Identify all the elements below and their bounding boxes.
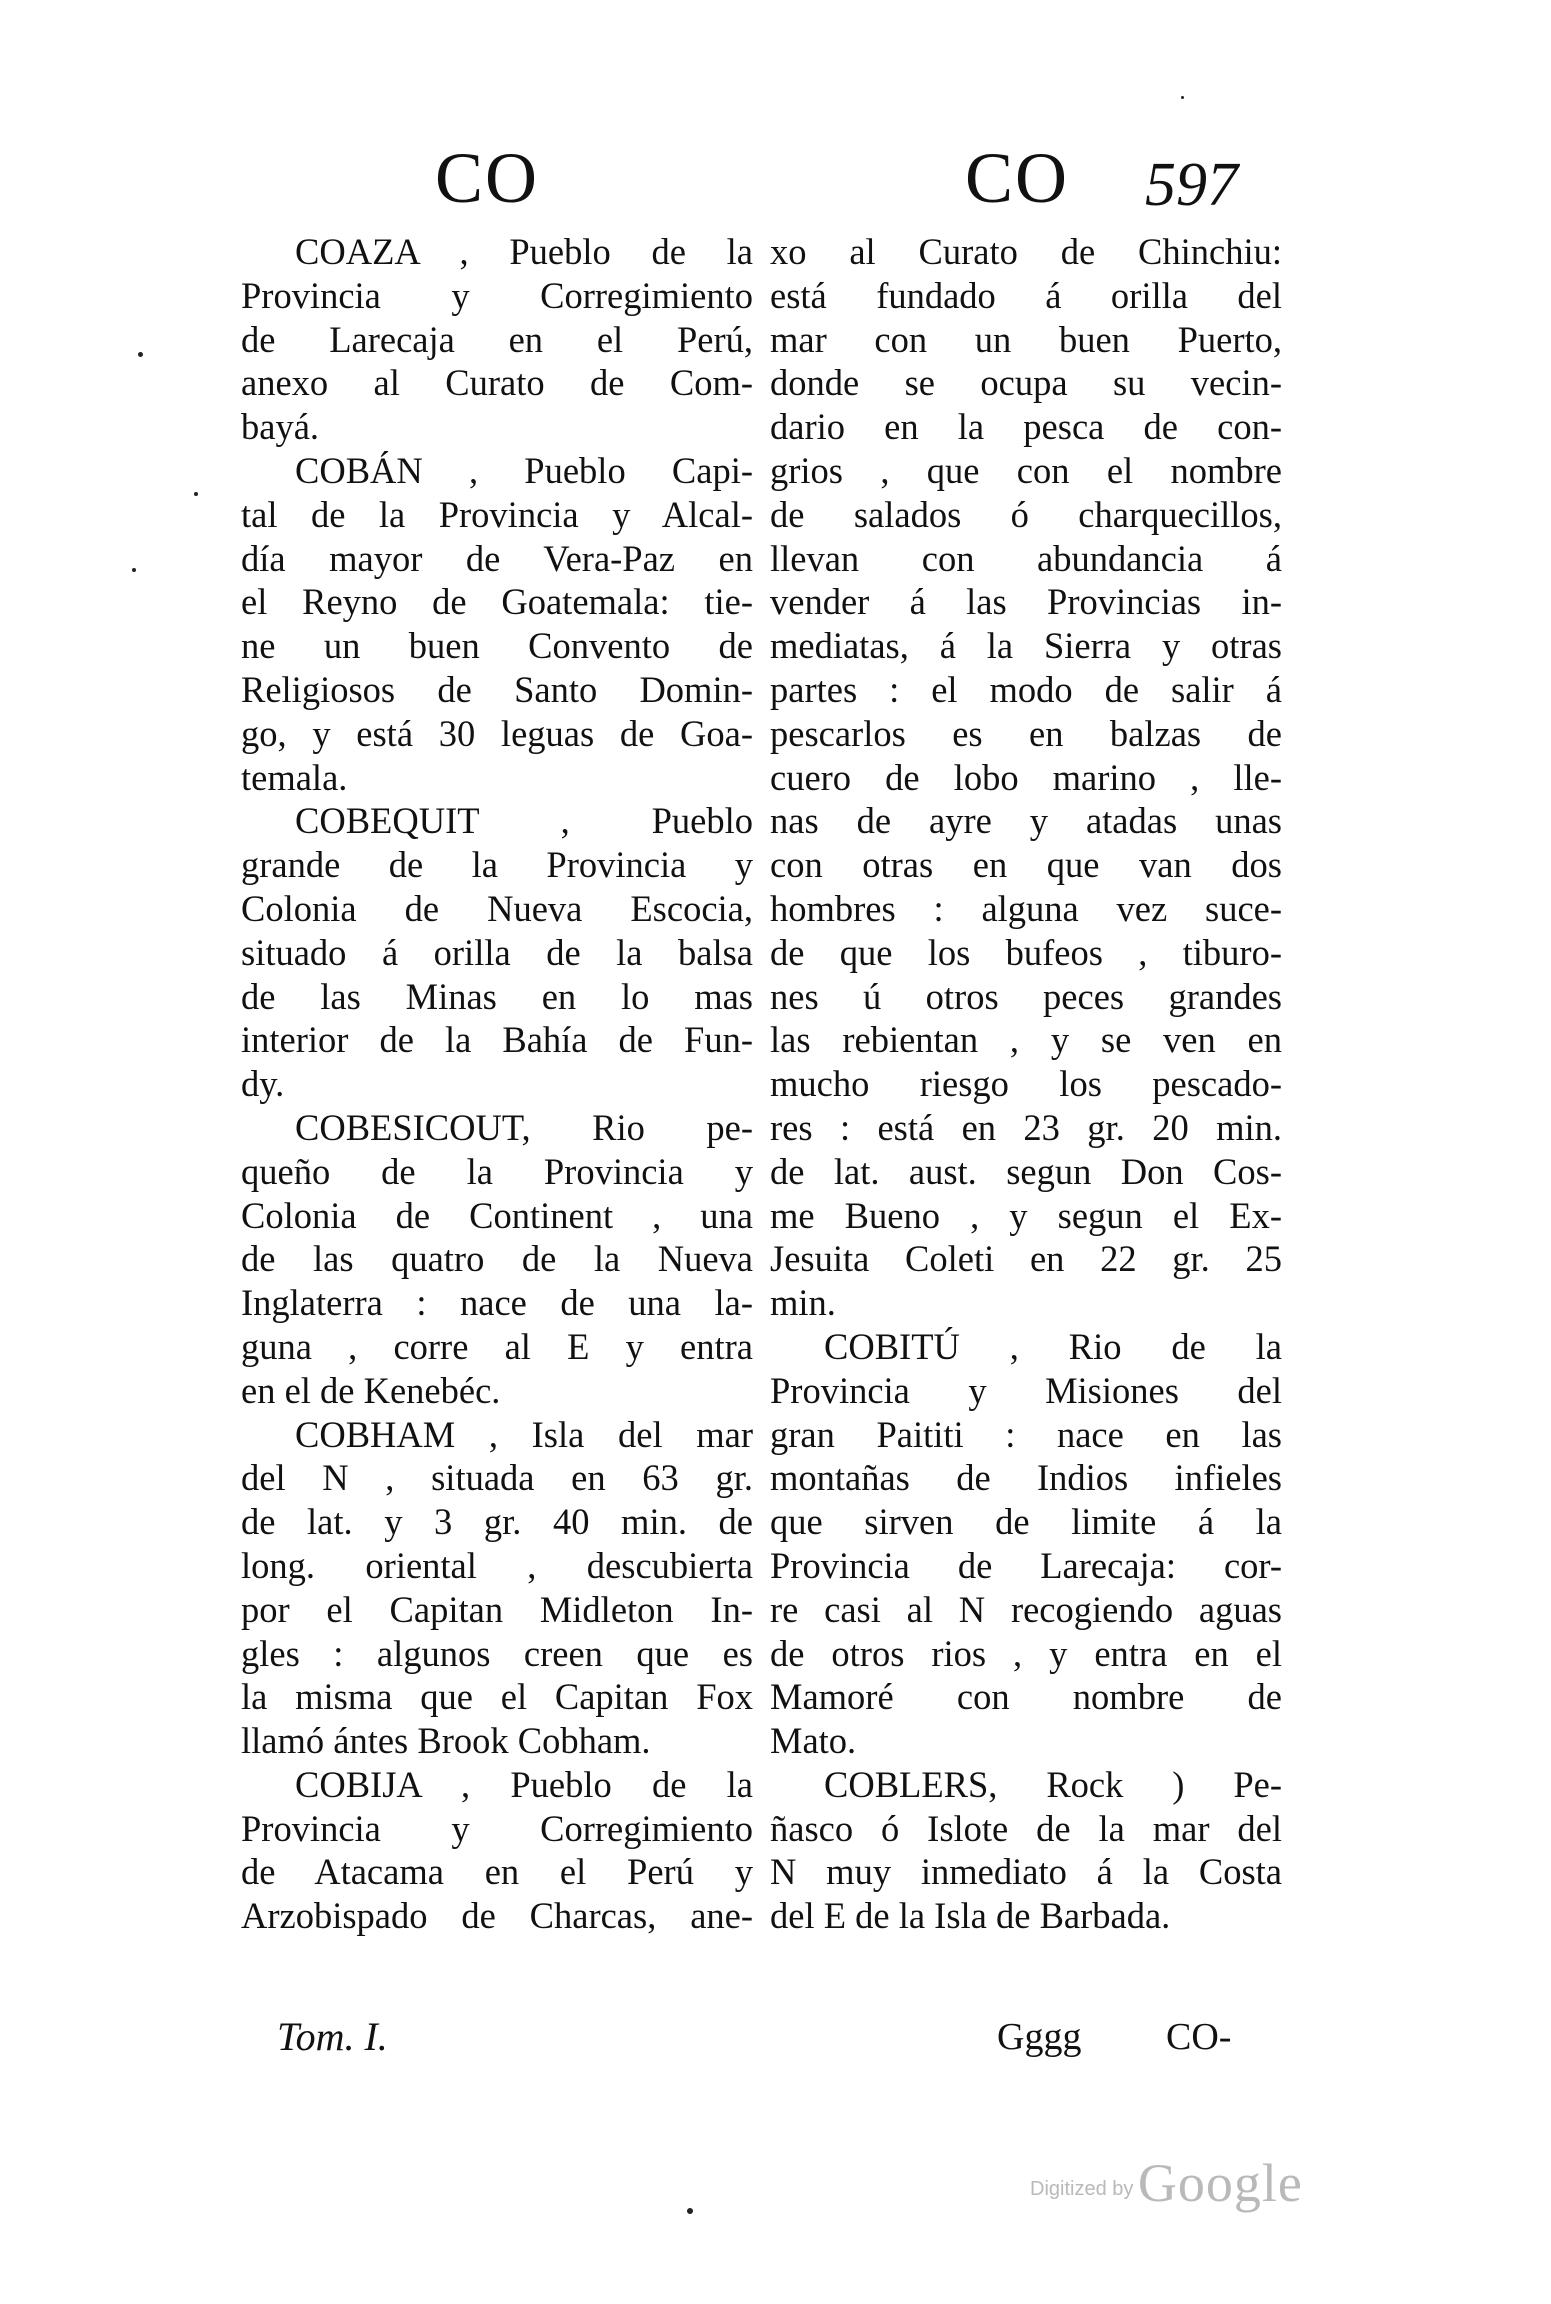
- text-line: de lat. y 3 gr. 40 min. de: [241, 1501, 753, 1543]
- text-line: Inglaterra : nace de una la-: [241, 1282, 753, 1324]
- text-line: COBEQUIT , Pueblo: [295, 800, 753, 842]
- watermark-prefix: Digitized by: [1030, 2178, 1134, 2200]
- text-column-left: [241, 230, 753, 1938]
- text-line: tal de la Provincia y Alcal-: [241, 493, 753, 535]
- digitization-watermark: [1030, 2152, 1303, 2214]
- text-line: me Bueno , y segun el Ex-: [770, 1194, 1282, 1236]
- text-line: en el de Kenebéc.: [241, 1369, 501, 1411]
- text-line: COBITÚ , Rio de la: [824, 1325, 1282, 1367]
- text-line: COBLERS, Rock ) Pe-: [824, 1763, 1282, 1805]
- text-line: de Larecaja en el Perú,: [241, 318, 753, 360]
- text-line: dario en la pesca de con-: [770, 406, 1282, 448]
- text-line: nas de ayre y atadas unas: [770, 800, 1282, 842]
- text-line: COBÁN , Pueblo Capi-: [295, 449, 753, 491]
- text-line: go, y está 30 leguas de Goa-: [241, 712, 753, 754]
- scan-speck: [687, 2208, 693, 2214]
- text-line: Provincia y Corregimiento: [241, 1807, 753, 1849]
- text-line: guna , corre al E y entra: [241, 1325, 753, 1367]
- text-line: del E de la Isla de Barbada.: [770, 1895, 1171, 1937]
- text-line: con otras en que van dos: [770, 844, 1282, 886]
- text-line: llamó ántes Brook Cobham.: [241, 1720, 651, 1762]
- text-line: grande de la Provincia y: [241, 844, 753, 886]
- text-line: el Reyno de Goatemala: tie-: [241, 581, 753, 623]
- text-line: min.: [770, 1282, 836, 1324]
- text-line: que sirven de limite á la: [770, 1501, 1282, 1543]
- text-line: Provincia de Larecaja: cor-: [770, 1544, 1282, 1586]
- gathering-signature: Gggg: [997, 2016, 1082, 2058]
- text-line: Mamoré con nombre de: [770, 1676, 1282, 1718]
- text-line: mucho riesgo los pescado-: [770, 1063, 1282, 1105]
- text-line: Colonia de Continent , una: [241, 1194, 753, 1236]
- text-line: res : está en 23 gr. 20 min.: [770, 1106, 1282, 1148]
- text-line: dy.: [241, 1063, 285, 1105]
- google-logo: Google: [1137, 2153, 1303, 2213]
- text-line: long. oriental , descubierta: [241, 1544, 753, 1586]
- text-line: de que los bufeos , tiburo-: [770, 931, 1282, 973]
- text-line: montañas de Indios infieles: [770, 1457, 1282, 1499]
- text-line: xo al Curato de Chinchiu:: [770, 231, 1282, 272]
- text-line: de salados ó charquecillos,: [770, 493, 1282, 535]
- running-head-right: CO: [965, 138, 1070, 218]
- text-line: Mato.: [770, 1720, 857, 1762]
- text-line: vender á las Provincias in-: [770, 581, 1282, 623]
- scan-speck: [194, 492, 198, 496]
- text-line: las rebientan , y se ven en: [770, 1019, 1282, 1061]
- text-line: cuero de lobo marino , lle-: [770, 756, 1282, 798]
- text-line: bayá.: [241, 406, 320, 448]
- text-line: COBESICOUT, Rio pe-: [295, 1106, 753, 1148]
- text-line: grios , que con el nombre: [770, 449, 1282, 491]
- text-line: COBIJA , Pueblo de la: [295, 1763, 753, 1805]
- text-line: queño de la Provincia y: [241, 1150, 753, 1192]
- text-line: interior de la Bahía de Fun-: [241, 1019, 753, 1061]
- text-column-right: [770, 230, 1282, 1938]
- text-line: gran Paititi : nace en las: [770, 1413, 1282, 1455]
- page-number: 597: [1145, 151, 1238, 219]
- text-line: del N , situada en 63 gr.: [241, 1457, 753, 1499]
- text-line: partes : el modo de salir á: [770, 668, 1282, 710]
- text-line: pescarlos es en balzas de: [770, 712, 1282, 754]
- text-line: mediatas, á la Sierra y otras: [770, 625, 1282, 667]
- text-line: está fundado á orilla del: [770, 274, 1282, 316]
- text-line: de otros rios , y entra en el: [770, 1632, 1282, 1674]
- text-line: llevan con abundancia á: [770, 537, 1282, 579]
- text-line: ñasco ó Islote de la mar del: [770, 1807, 1282, 1849]
- text-line: COBHAM , Isla del mar: [295, 1413, 753, 1455]
- text-line: de las quatro de la Nueva: [241, 1238, 753, 1280]
- text-line: Arzobispado de Charcas, ane-: [241, 1895, 753, 1937]
- text-line: nes ú otros peces grandes: [770, 975, 1282, 1017]
- text-line: de lat. aust. segun Don Cos-: [770, 1150, 1282, 1192]
- text-line: por el Capitan Midleton In-: [241, 1588, 753, 1630]
- text-line: Religiosos de Santo Domin-: [241, 668, 753, 710]
- text-line: temala.: [241, 756, 348, 798]
- text-line: Provincia y Corregimiento: [241, 274, 753, 316]
- catchword: CO-: [1166, 2016, 1232, 2058]
- text-line: Jesuita Coleti en 22 gr. 25: [770, 1238, 1282, 1280]
- scan-speck: [1181, 96, 1184, 99]
- text-line: mar con un buen Puerto,: [770, 318, 1282, 360]
- volume-signature: Tom. I.: [277, 2014, 388, 2059]
- text-line: situado á orilla de la balsa: [241, 931, 753, 973]
- text-line: de las Minas en lo mas: [241, 975, 753, 1017]
- text-line: Provincia y Misiones del: [770, 1369, 1282, 1411]
- text-line: ne un buen Convento de: [241, 625, 753, 667]
- scan-speck: [132, 568, 136, 572]
- text-line: de Atacama en el Perú y: [241, 1851, 753, 1893]
- text-line: día mayor de Vera-Paz en: [241, 537, 753, 579]
- text-line: COAZA , Pueblo de la: [295, 231, 753, 272]
- text-line: donde se ocupa su vecin-: [770, 362, 1282, 404]
- scan-speck: [138, 352, 143, 357]
- running-head-left: CO: [435, 138, 540, 218]
- text-line: N muy inmediato á la Costa: [770, 1851, 1282, 1893]
- text-line: gles : algunos creen que es: [241, 1632, 753, 1674]
- text-line: hombres : alguna vez suce-: [770, 887, 1282, 929]
- text-line: Colonia de Nueva Escocia,: [241, 887, 753, 929]
- text-line: la misma que el Capitan Fox: [241, 1676, 753, 1718]
- text-line: anexo al Curato de Com-: [241, 362, 753, 404]
- text-line: re casi al N recogiendo aguas: [770, 1588, 1282, 1630]
